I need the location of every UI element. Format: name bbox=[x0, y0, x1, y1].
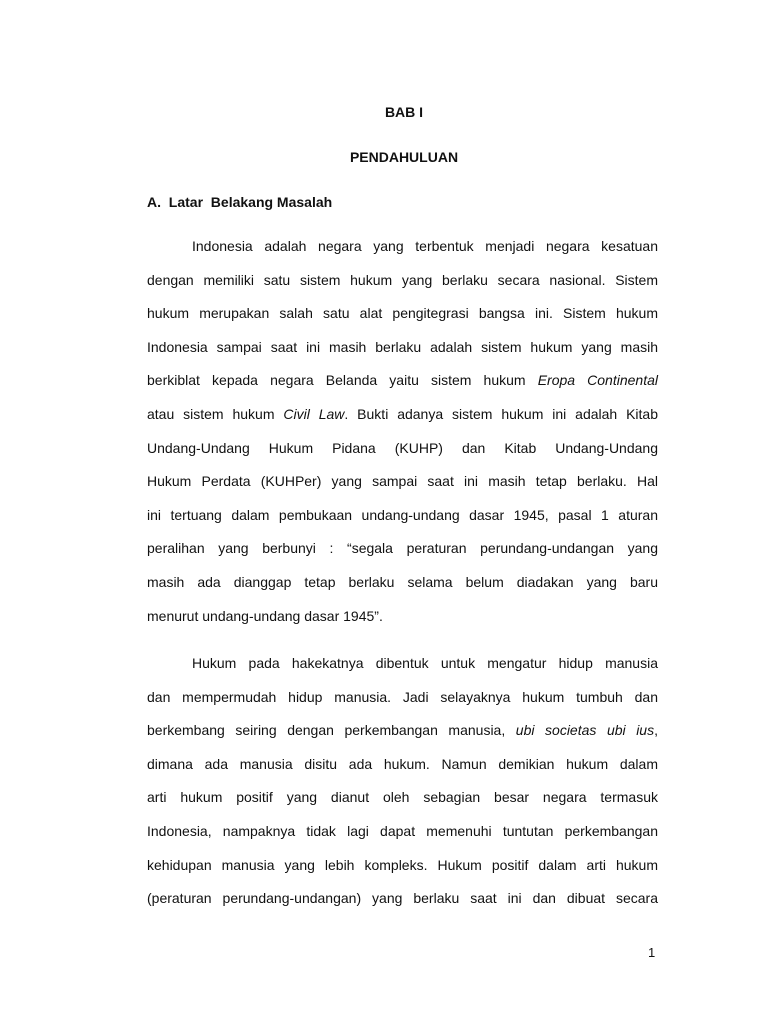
page-number: 1 bbox=[648, 945, 656, 960]
paragraph-line bbox=[147, 398, 658, 432]
paragraph-1 bbox=[147, 230, 658, 633]
italic-term: ubi societas ubi ius bbox=[515, 722, 655, 739]
line-text: , bbox=[654, 722, 658, 739]
paragraph-line bbox=[147, 364, 658, 398]
paragraph-line: dimana ada manusia disitu ada hukum. Namun demikian hukum dalam bbox=[147, 755, 658, 772]
paragraph-line: hukum merupakan salah satu alat pengitegrasi bangsa ini. Sistem hukum bbox=[147, 305, 658, 322]
paragraph-line: arti hukum positif yang dianut oleh sebagian besar negara termasuk bbox=[147, 789, 658, 806]
paragraph-line: Hukum pada hakekatnya dibentuk untuk mengatur hidup manusia bbox=[192, 655, 658, 671]
paragraph-line: Undang-Undang Hukum Pidana (KUHP) dan Kitab Undang-Undang bbox=[147, 439, 658, 456]
paragraph-line: dan mempermudah hidup manusia. Jadi selayaknya hukum tumbuh dan bbox=[147, 688, 658, 705]
paragraph-2 bbox=[147, 647, 658, 916]
line-text: berkiblat kepada negara Belanda yaitu sistem hukum bbox=[147, 372, 538, 389]
paragraph-line: Hukum Perdata (KUHPer) yang sampai saat ini masih tetap berlaku. Hal bbox=[147, 473, 658, 490]
paragraph-line bbox=[147, 714, 658, 748]
chapter-title: PENDAHULUAN bbox=[349, 149, 459, 165]
section-heading: A. Latar Belakang Masalah bbox=[147, 194, 333, 210]
line-text: . Bukti adanya sistem hukum ini adalah Kitab bbox=[344, 405, 658, 422]
paragraph-line: (peraturan perundang-undangan) yang berlaku saat ini dan dibuat secara bbox=[147, 890, 658, 907]
paragraph-line: Indonesia, nampaknya tidak lagi dapat memenuhi tuntutan perkembangan bbox=[147, 822, 658, 839]
italic-term: Eropa Continental bbox=[537, 372, 658, 389]
paragraph-line: kehidupan manusia yang lebih kompleks. Hukum positif dalam arti hukum bbox=[147, 856, 658, 873]
paragraph-line: menurut undang-undang dasar 1945”. bbox=[147, 607, 383, 624]
paragraph-line: Indonesia adalah negara yang terbentuk menjadi negara kesatuan bbox=[192, 238, 658, 254]
line-text: berkembang seiring dengan perkembangan manusia, bbox=[147, 722, 516, 739]
italic-term: Civil Law bbox=[283, 405, 345, 422]
paragraph-line: dengan memiliki satu sistem hukum yang berlaku secara nasional. Sistem bbox=[147, 271, 658, 288]
paragraph-line: masih ada dianggap tetap berlaku selama belum diadakan yang baru bbox=[147, 573, 658, 590]
paragraph-line: Indonesia sampai saat ini masih berlaku adalah sistem hukum yang masih bbox=[147, 338, 658, 355]
chapter-number: BAB I bbox=[384, 104, 424, 120]
paragraph-line: peralihan yang berbunyi : “segala peraturan perundang-undangan yang bbox=[147, 540, 658, 557]
line-text: atau sistem hukum bbox=[147, 405, 284, 422]
paragraph-line: ini tertuang dalam pembukaan undang-undang dasar 1945, pasal 1 aturan bbox=[147, 506, 658, 523]
